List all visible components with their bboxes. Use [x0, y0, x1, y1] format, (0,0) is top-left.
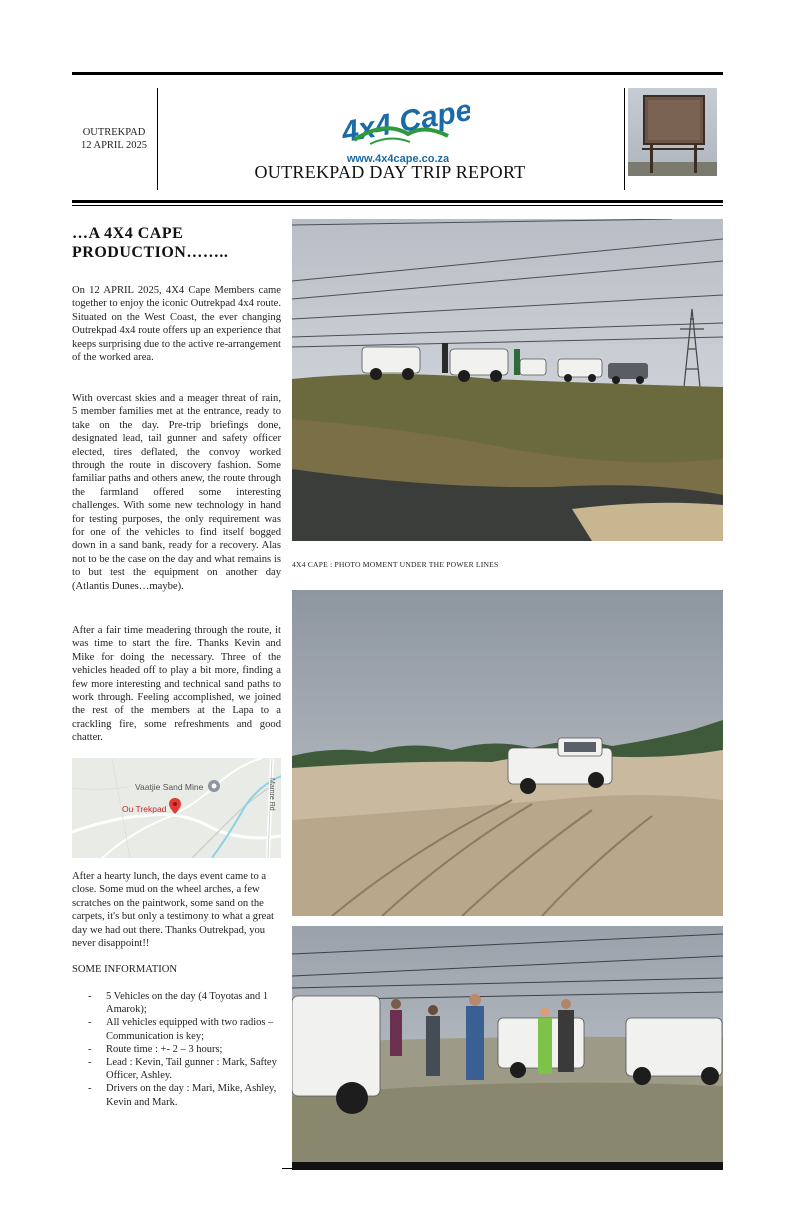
- map-label-pin: Ou Trekpad: [122, 804, 167, 814]
- article-paragraph-4: After a hearty lunch, the days event came to a close. Some mud on the wheel arches, a few scratches on the paintwork, some sand on the carpets, it's but only a testimony to what a great day we had out there. Thanks Outrekpad, you never disappoint!!: [72, 871, 274, 950]
- photo-caption: 4X4 CAPE : PHOTO MOMENT UNDER THE POWER LINES: [292, 560, 499, 569]
- header-bottom-thin-rule: [72, 205, 723, 206]
- route-map: [72, 758, 281, 858]
- photo-power-lines: [292, 219, 723, 541]
- issue-meta: [72, 126, 156, 152]
- list-item: - All vehicles equipped with two radios – Communication is key;: [88, 1017, 274, 1042]
- signboard-photo: [628, 88, 717, 176]
- logo-wordmark: 4x4 Cape: [339, 93, 470, 150]
- header-right-divider: [624, 88, 625, 190]
- report-title: OUTREKPAD DAY TRIP REPORT: [254, 162, 526, 182]
- map-label-mine: Vaatjie Sand Mine: [135, 782, 204, 792]
- info-heading: SOME INFORMATION: [72, 964, 178, 975]
- list-item: - 5 Vehicles on the day (4 Toyotas and 1 Amarok);: [88, 991, 269, 1016]
- issue-location: OUTREKPAD: [82, 127, 146, 138]
- list-item: - Lead : Kevin, Tail gunner : Mark, Saftey Officer, Ashley.: [88, 1057, 277, 1082]
- club-logo: [330, 88, 470, 166]
- list-item: - Drivers on the day : Mari, Mike, Ashley, Kevin and Mark.: [88, 1083, 277, 1108]
- article-paragraph-3: After a fair time meadering through the route, it was time to start the fire. Thanks Kevin and Mike for doing the necessary. Three of the vehicles headed off to play a bit more, finding a few more interesting and technical sand paths to work through. Feeling accomplished, we joined the rest of the members at the Lapa to a crackling fire, some refreshments and good chatter.: [72, 625, 281, 744]
- header-left-divider: [157, 88, 158, 190]
- article-headline: …A 4X4 CAPE PRODUCTION……..: [72, 225, 229, 261]
- issue-date: 12 APRIL 2025: [80, 140, 148, 151]
- header-bottom-rule: [72, 200, 723, 203]
- logo-url: www.4x4cape.co.za: [346, 153, 450, 165]
- list-item: - Route time : +- 2 – 3 hours;: [88, 1043, 223, 1055]
- header-top-rule: [72, 72, 723, 75]
- article-paragraph-1: On 12 APRIL 2025, 4X4 Cape Members came together to enjoy the iconic Outrekpad 4x4 route. Situated on the West Coast, the ever changing Outrekpad 4x4 route offers up an experience that keeps surprising due to the active re-arrangement of the worked area.: [72, 285, 281, 364]
- photo-sand-track: [292, 590, 723, 916]
- photo-group: [292, 926, 723, 1170]
- map-label-road: Mamre Rd: [268, 778, 275, 811]
- article-paragraph-2: With overcast skies and a meager threat of rain, 5 member families met at the entrance, ready to take on the day. Pre-trip briefings done, designated lead, tail gunner and safety officer elected, tires deflated, the convoy worked through the route in discovery fashion. Some familiar paths and others anew, the route through the farmland offered some interesting challenges. With some new technology in hand for testing purposes, the only requirement was for one of the vehicles to find itself bogged down in a sand bank, ready for a recovery. Alas not to be the case on the day and what remains is to but test the equipment on another day (Atlantis Dunes…maybe).: [72, 393, 281, 592]
- column-tick: [282, 1168, 293, 1169]
- info-list: [88, 990, 284, 1109]
